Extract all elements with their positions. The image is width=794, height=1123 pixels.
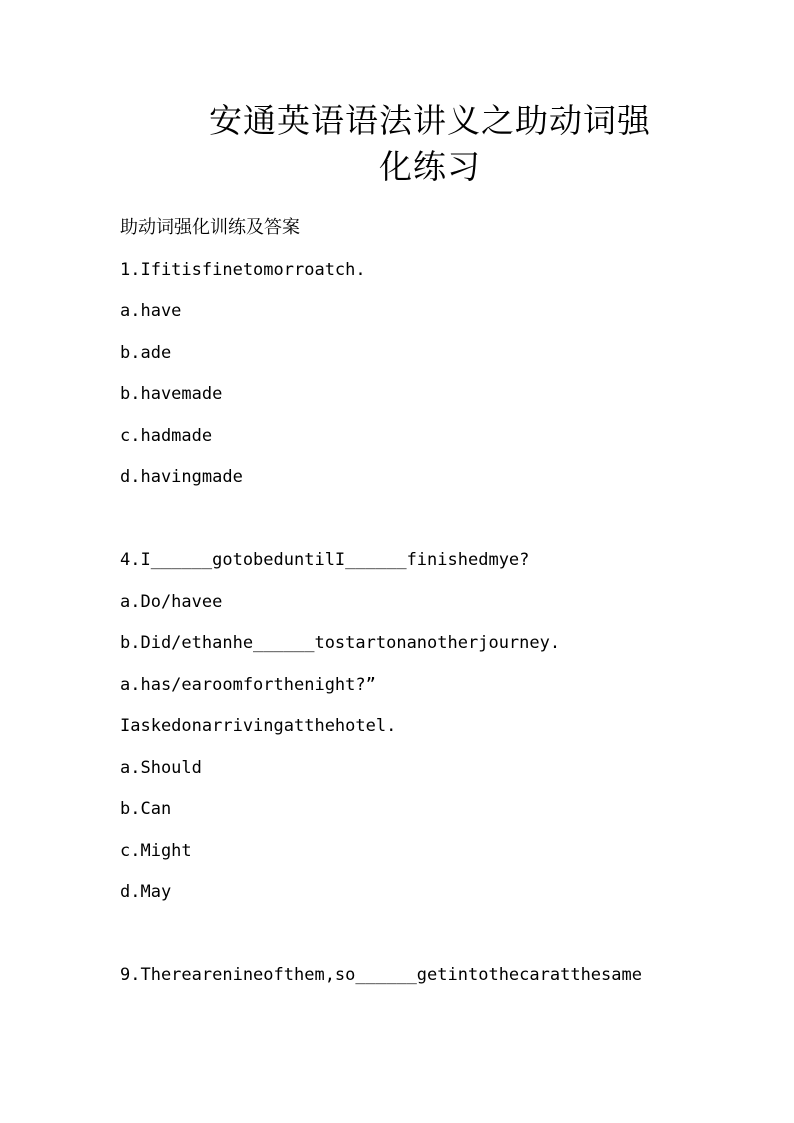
option-line: b.ade	[120, 343, 172, 363]
document-title	[150, 98, 710, 190]
title-line-2: 化练习	[379, 147, 481, 186]
option-line: d.havingmade	[120, 467, 243, 487]
option-line: a.Do/havee	[120, 592, 223, 612]
title-line-1: 安通英语语法讲义之助动词强	[209, 101, 651, 140]
option-line: c.hadmade	[120, 426, 213, 446]
option-line: b.havemade	[120, 384, 223, 404]
text-line: Iaskedonarrivingatthehotel.	[120, 716, 397, 736]
option-line: a.Should	[120, 758, 202, 778]
option-line: a.has/earoomforthenight?”	[120, 675, 376, 695]
question-4: 4.I______gotobeduntilI______finishedmye?	[120, 550, 530, 570]
section-heading: 助动词强化训练及答案	[120, 217, 300, 238]
option-line: b.Can	[120, 799, 172, 819]
question-1: 1.Ifitisfinetomorroatch.	[120, 260, 366, 280]
option-line: c.Might	[120, 841, 192, 861]
option-line: a.have	[120, 301, 182, 321]
option-line: b.Did/ethanhe______tostartonanotherjourney.	[120, 633, 561, 653]
question-9: 9.Therearenineofthem,so______getintothecaratthesame	[120, 965, 642, 985]
option-line: d.May	[120, 882, 172, 902]
